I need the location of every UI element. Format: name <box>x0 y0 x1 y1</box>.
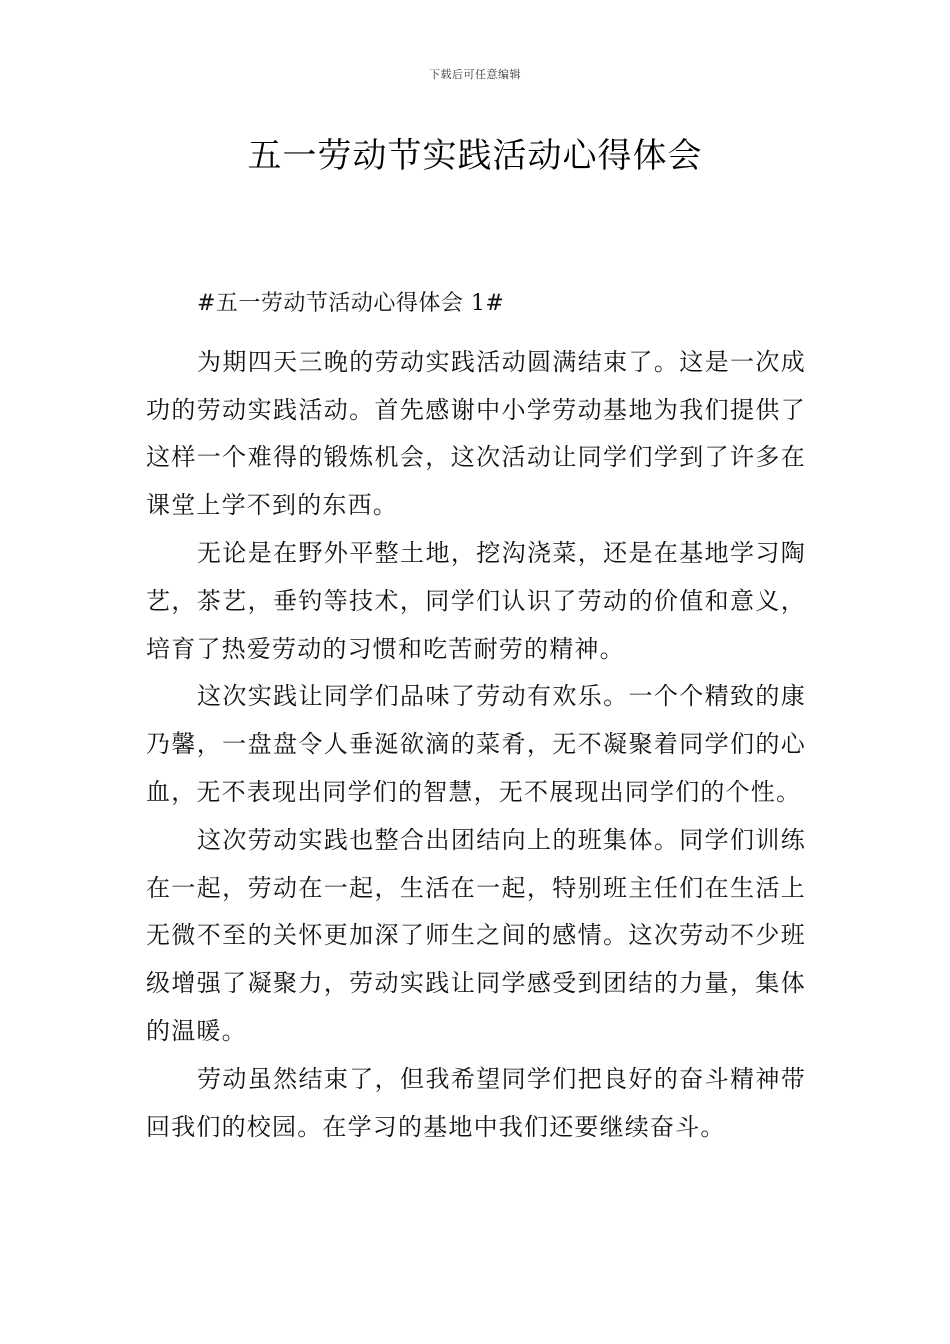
paragraph-5: 劳动虽然结束了，但我希望同学们把良好的奋斗精神带回我们的校园。在学习的基地中我们还要继续奋斗。 <box>146 1064 806 1141</box>
paragraph-3: 这次实践让同学们品味了劳动有欢乐。一个个精致的康乃馨，一盘盘令人垂涎欲滴的菜肴，无不凝聚着同学们的心血，无不表现出同学们的智慧，无不展现出同学们的个性。 <box>146 682 806 806</box>
paragraph-2: 无论是在野外平整土地，挖沟浇菜，还是在基地学习陶艺，茶艺，垂钓等技术，同学们认识了劳动的价值和意义，培育了热爱劳动的习惯和吃苦耐劳的精神。 <box>146 538 806 663</box>
section-heading: #五一劳动节活动心得体会 1# <box>197 291 505 316</box>
document-body <box>146 280 806 1151</box>
paragraph-1: 为期四天三晚的劳动实践活动圆满结束了。这是一次成功的劳动实践活动。首先感谢中小学劳动基地为我们提供了这样一个难得的锻炼机会，这次活动让同学们学到了许多在课堂上学不到的东西。 <box>146 347 806 520</box>
paragraph-4: 这次劳动实践也整合出团结向上的班集体。同学们训练在一起，劳动在一起，生活在一起，特别班主任们在生活上无微不至的关怀更加深了师生之间的感情。这次劳动不少班级增强了凝聚力，劳动实践让同学感受到团结的力量，集体的温暖。 <box>146 825 806 1045</box>
header-note: 下载后可任意编辑 <box>429 68 521 81</box>
document-title: 五一劳动节实践活动心得体会 <box>247 136 703 176</box>
